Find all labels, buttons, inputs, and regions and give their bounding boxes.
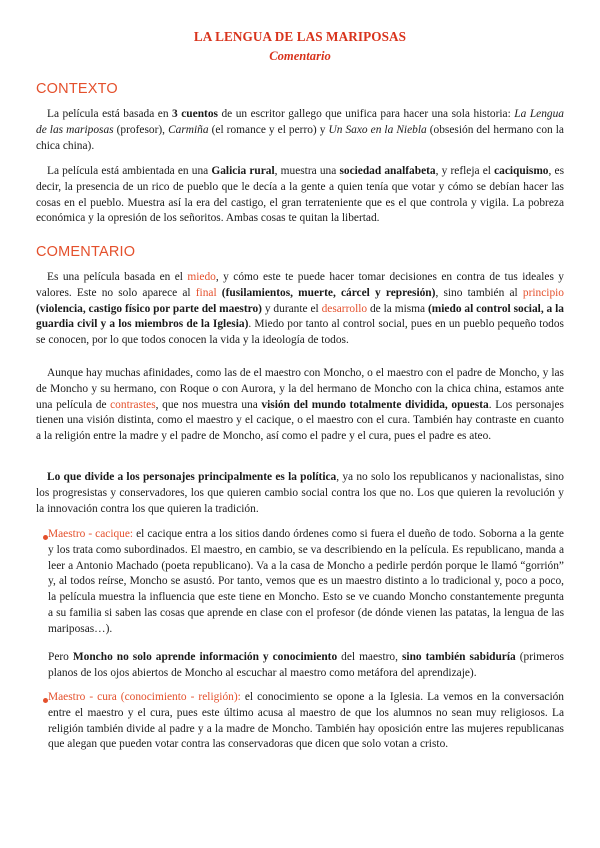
comentario-paragraph-1: Es una película basada en el miedo, y cómo este te puede hacer tomar decisiones en contra de tus ideales y valores. Este no solo aparece al final (fusilamientos, muerte, cárcel y represión), sino también al principio (violencia, castigo físico por parte del maestro) y durante el desarrollo de la misma (miedo al control social, a la guardia civil y a los miembros de la Iglesia). Miedo por tanto al control social, pues en un pueblo pequeño todos se conocen, por lo que todos conocen la vida y la ideología de todos. (36, 271, 565, 347)
document-subtitle: Comentario (269, 49, 331, 63)
bullet-maestro-cura: Maestro - cura (conocimiento - religión): el conocimiento se opone a la Iglesia. La vemos en la conversación entre el maestro y el cura, pues este último acusa al maestro de que los alumnos no sean muy religiosos. La religión también divide al padre y a la madre de Moncho. También hay oposición entre las mujeres republicanas que alegan que pueden votar contra las conservadoras que dicen que solo votan a cristo. (48, 691, 564, 751)
bullet-maestro-cacique: Maestro - cacique: el cacique entra a los sitios dando órdenes como si fuera el dueño de todo. Soborna a la gente y los trata como subordinados. El maestro, en cambio, se va describiendo en la película. Es republicano, manda a leer a Antonio Machado (poeta republicano). Va a la casa de Moncho a pedirle perdón porque le llamó “gorrión” y, al todos reírse, Moncho se asustó. Por tanto, vemos que es un maestro distinto a lo tradicional y, poco a poco, la película muestra la influencia que este tiene en Moncho. Esto se ve cuando Moncho constantemente pregunta a su familia si saben las cosas que aprende en clase con el profesor (de dónde vienen las patatas, la lengua de las mariposas…). (48, 528, 564, 635)
contexto-paragraph-2: La película está ambientada en una Galicia rural, muestra una sociedad analfabeta, y refleja el caciquismo, es decir, la presencia de un rico de pueblo que le decía a la gente a quien tenía que votar y cómo se debían hacer las cosas en el pueblo. Muestra así la era del castigo, el gran terrateniente que es el que controla y vigila. La pobreza económica y la opresión de los señoritos. Ambas cosas te quitan la libertad. (36, 165, 565, 225)
section-heading-comentario: COMENTARIO (36, 244, 136, 260)
comentario-paragraph-2: Aunque hay muchas afinidades, como las de el maestro con Moncho, o el maestro con el padre de Moncho, y las de Moncho y su hermano, con Roque o con Aurora, y la del hermano de Moncho con la chica china, estamos ante una película de contrastes, que nos muestra una visión del mundo totalmente dividida, opuesta. Los personajes tienen una visión distinta, como el maestro y el cacique, o el maestro con el cura. También hay contraste en cuanto a la religión entre la madre y el padre de Moncho, así como el padre y el cura, pues el padre es ateo. (36, 367, 564, 443)
bullet-maestro-cacique-continuation: Pero Moncho no solo aprende información y conocimiento del maestro, sino también sabiduría (primeros planos de los ojos abiertos de Moncho al escuchar al maestro como metáfora del aprendizaje). (48, 651, 564, 679)
comentario-paragraph-3: Lo que divide a los personajes principalmente es la política, ya no solo los republicanos y nacionalistas, sino los progresistas y conservadores, los que quieren cambio social contra los que no. Los que quieren la revolución y la innovación contra los que quieren la tradición. (36, 471, 564, 515)
document-title: LA LENGUA DE LAS MARIPOSAS (193, 29, 407, 44)
section-heading-contexto: CONTEXTO (36, 81, 118, 97)
contexto-paragraph-1: La película está basada en 3 cuentos de un escritor gallego que unifica para hacer una sola historia: La Lengua de las mariposas (profesor), Carmiña (el romance y el perro) y Un Saxo en la Niebla (obsesión del hermano con la chica china). (36, 108, 564, 152)
